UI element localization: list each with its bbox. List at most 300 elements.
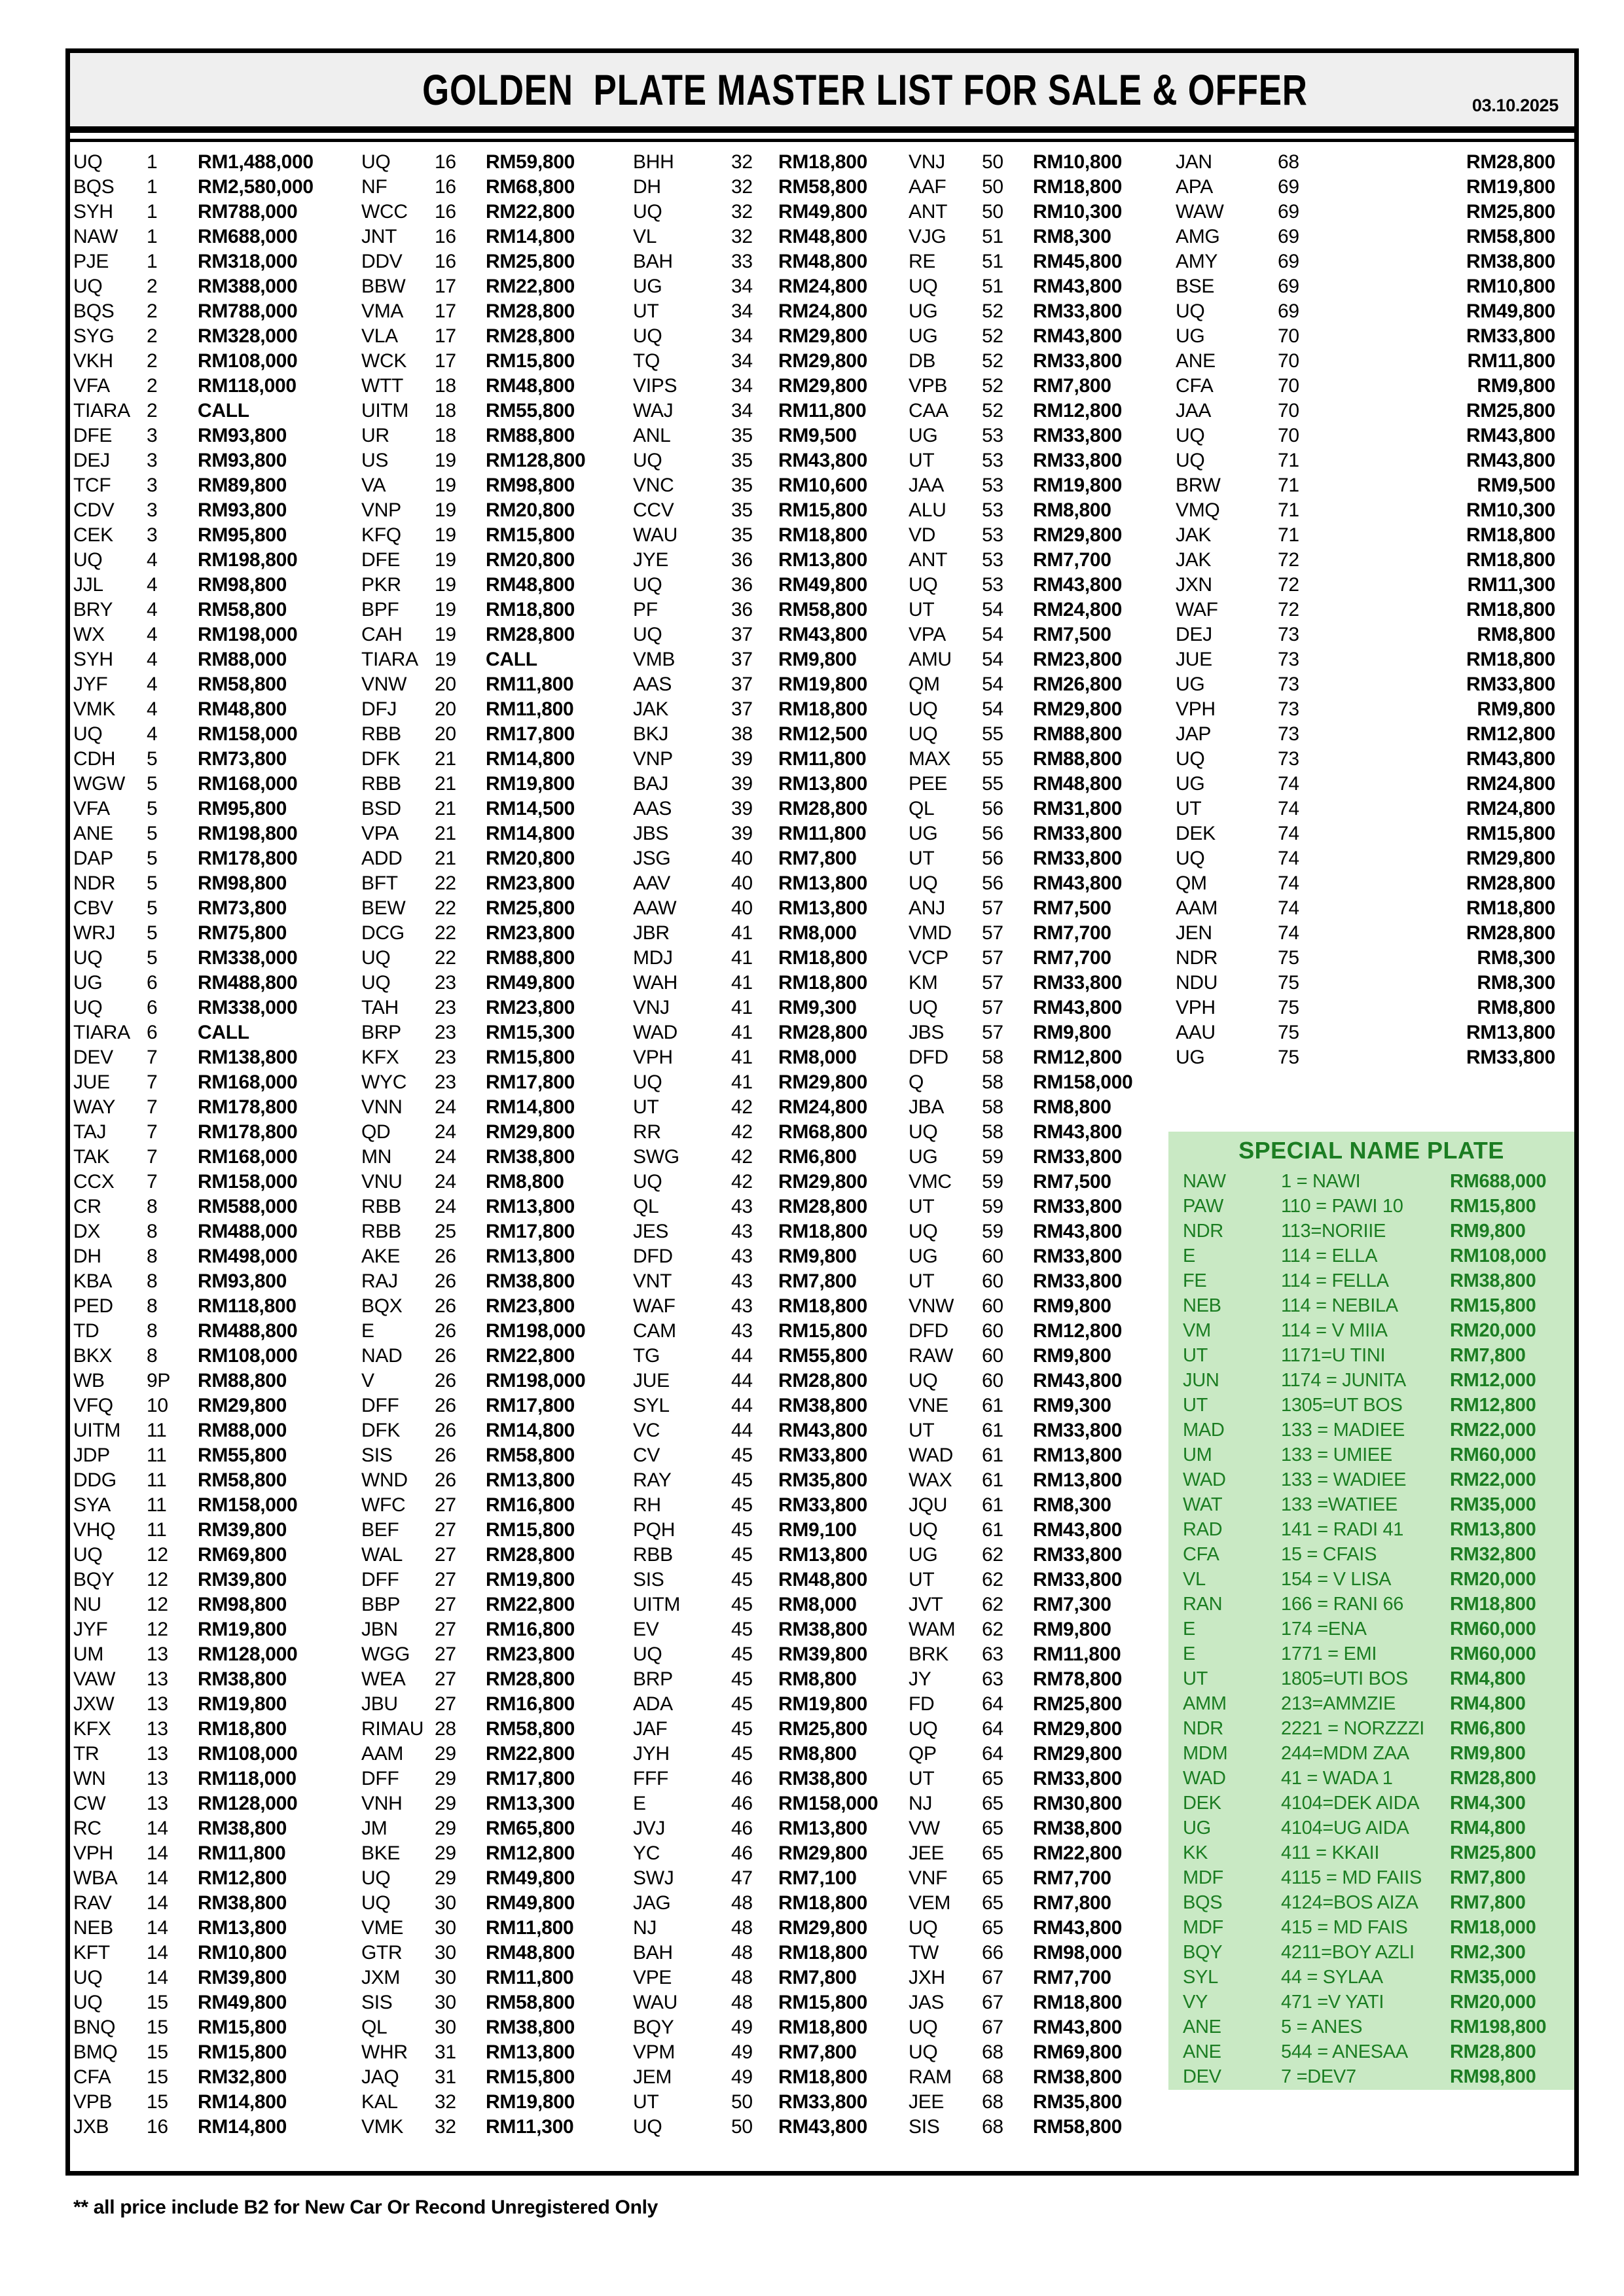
plate-price: RM15,800 [778,1992,868,2013]
plate-prefix: BBW [361,276,406,297]
plate-number: 8 [147,1320,158,1342]
plate-row [361,1219,631,1244]
plate-number: 39 [731,748,753,770]
plate-number: 42 [731,1121,753,1143]
plate-price: RM498,000 [198,1246,298,1267]
plate-price: RM22,800 [1033,1842,1123,1864]
plate-row [633,150,908,175]
plate-row [73,1319,359,1344]
plate-price: RM28,800 [778,1370,868,1391]
plate-number: 53 [982,574,1003,596]
plate-row [73,1095,359,1120]
plate-row [633,996,908,1020]
plate-row [73,523,359,548]
plate-price: RM11,800 [1033,1643,1121,1665]
plate-number: 65 [982,1818,1003,1839]
plate-number: 59 [982,1196,1003,1217]
plate-row [1176,996,1555,1020]
plate-price: RM58,800 [198,599,287,620]
plate-row [361,1344,631,1369]
plate-prefix: UT [633,2091,659,2113]
special-plate-prefix: NAW [1183,1170,1226,1192]
plate-price: RM33,800 [778,1444,868,1466]
special-plate-price: RM35,000 [1450,1966,1536,1988]
plate-price: RM14,800 [486,226,575,247]
plate-row [73,1418,359,1443]
plate-prefix: SYG [73,325,115,347]
plate-number: 20 [435,673,456,695]
plate-prefix: JVT [909,1594,943,1615]
special-plate-row [1168,1268,1574,1293]
plate-row [633,1393,908,1418]
plate-price: RM58,800 [486,1992,575,2013]
plate-prefix: VHQ [73,1519,116,1541]
plate-prefix: KAL [361,2091,398,2113]
plate-prefix: ADA [633,1693,673,1715]
plate-number: 58 [982,1121,1003,1143]
plate-prefix: JAA [1176,400,1212,422]
plate-price: RM93,800 [198,425,287,446]
plate-price: RM58,800 [778,599,868,620]
plate-price: RM24,800 [778,1096,868,1118]
plate-number: 60 [982,1246,1003,1267]
plate-prefix: UQ [633,1171,662,1193]
plate-price: RM33,800 [1033,1420,1123,1441]
plate-row [361,1294,631,1319]
plate-number: 70 [1278,350,1299,372]
special-plate-name: 471 =V YATI [1281,1991,1384,2013]
plate-price: RM11,800 [198,1842,286,1864]
plate-number: 54 [982,624,1003,645]
plate-prefix: DFF [361,1395,399,1416]
plate-row [361,1020,631,1045]
plate-price: RM35,800 [778,1469,868,1491]
plate-row [633,1791,908,1816]
plate-prefix: VNC [633,475,674,496]
plate-prefix: UQ [73,947,103,969]
plate-prefix: JBA [909,1096,945,1118]
plate-price: CALL [486,649,537,670]
plate-number: 31 [435,2041,456,2063]
plate-row [909,1443,1170,1468]
plate-number: 23 [435,972,456,994]
plate-row [73,1891,359,1916]
plate-number: 69 [1278,276,1299,297]
plate-prefix: UQ [909,2041,938,2063]
plate-number: 50 [731,2116,753,2138]
plate-prefix: WGG [361,1643,410,1665]
plate-price: RM168,000 [198,773,298,795]
plate-price: RM28,800 [486,1668,575,1690]
plate-row [361,1543,631,1568]
plate-number: 16 [147,2116,168,2138]
plate-number: 32 [731,151,753,173]
plate-price: RM38,800 [1466,251,1555,272]
plate-price: RM38,800 [486,1270,575,1292]
plate-price: RM33,800 [1033,823,1123,844]
plate-prefix: JYF [73,673,108,695]
plate-price: RM25,800 [1033,1693,1123,1715]
plate-price: RM93,800 [198,1270,287,1292]
plate-row [73,224,359,249]
plate-number: 71 [1278,524,1299,546]
special-plate-price: RM7,800 [1450,1892,1526,1913]
special-name-plate-list [1168,1169,1574,2089]
plate-prefix: Q [909,1071,924,1093]
special-plate-name: 5 = ANES [1281,2016,1363,2037]
plate-price: RM39,800 [778,1643,868,1665]
plate-row [633,224,908,249]
plate-prefix: BRK [909,1643,948,1665]
plate-price: RM688,000 [198,226,298,247]
special-plate-row [1168,1592,1574,1617]
plate-row [361,1443,631,1468]
plate-number: 61 [982,1420,1003,1441]
plate-prefix: BFT [361,872,398,894]
plate-prefix: CEK [73,524,113,546]
plate-price: RM10,300 [1466,499,1555,521]
plate-price: RM15,800 [486,1047,575,1068]
plate-row [909,946,1170,971]
plate-row [361,946,631,971]
plate-prefix: VW [909,1818,940,1839]
plate-number: 52 [982,325,1003,347]
plate-price: RM29,800 [1033,524,1123,546]
plate-price: RM7,700 [1033,947,1111,969]
plate-price: RM23,800 [1033,649,1123,670]
special-plate-name: 114 = NEBILA [1281,1295,1398,1316]
special-plate-row [1168,1467,1574,1492]
plate-number: 45 [731,1693,753,1715]
plate-row [361,1667,631,1692]
plate-price: RM49,800 [486,972,575,994]
plate-row [1176,523,1555,548]
plate-price: RM8,000 [778,1047,857,1068]
plate-price: RM39,800 [198,1569,287,1590]
plate-row [909,1891,1170,1916]
special-plate-name: 411 = KKAII [1281,1842,1380,1863]
plate-price: RM7,100 [778,1867,857,1889]
plate-prefix: RBB [361,1196,401,1217]
plate-prefix: JEE [909,1842,945,1864]
plate-prefix: SIS [361,1444,393,1466]
plate-number: 32 [435,2091,456,2113]
plate-number: 19 [435,499,456,521]
plate-prefix: UQ [633,1643,662,1665]
plate-row [633,2015,908,2040]
plate-row [73,548,359,573]
plate-number: 7 [147,1047,158,1068]
plate-prefix: WAM [909,1619,956,1640]
plate-prefix: WB [73,1370,105,1391]
plate-price: RM13,800 [486,2041,575,2063]
plate-row [633,1916,908,1941]
plate-row [73,1990,359,2015]
plate-number: 7 [147,1071,158,1093]
plate-row [633,722,908,747]
plate-number: 69 [1278,226,1299,247]
plate-row [909,1941,1170,1965]
plate-price: RM7,800 [778,848,857,869]
plate-price: RM16,800 [486,1619,575,1640]
plate-row [73,374,359,399]
plate-price: RM158,000 [778,1793,878,1814]
plate-prefix: VNU [361,1171,403,1193]
plate-number: 36 [731,574,753,596]
plate-row [1176,971,1555,996]
plate-row [909,175,1170,200]
plate-price: RM9,800 [1477,698,1555,720]
plate-row [73,249,359,274]
plate-prefix: BKJ [633,723,669,745]
plate-row [73,1269,359,1294]
plate-prefix: JEN [1176,922,1212,944]
plate-number: 44 [731,1395,753,1416]
plate-column-2 [361,150,631,2140]
plate-price: RM198,000 [486,1370,586,1391]
plate-prefix: VMQ [1176,499,1220,521]
special-plate-row [1168,1219,1574,1244]
plate-number: 16 [435,226,456,247]
plate-price: RM88,800 [198,1370,287,1391]
plate-price: RM43,800 [1033,2017,1123,2038]
plate-prefix: VMB [633,649,676,670]
plate-row [909,971,1170,996]
plate-price: RM9,500 [1477,475,1555,496]
plate-prefix: JAF [633,1718,668,1740]
plate-row [1176,399,1555,423]
plate-price: RM158,000 [198,723,298,745]
plate-number: 49 [731,2017,753,2038]
plate-prefix: BSE [1176,276,1215,297]
plate-row [1176,747,1555,772]
plate-row [633,1742,908,1767]
plate-prefix: DAP [73,848,113,869]
plate-number: 43 [731,1221,753,1242]
plate-price: RM8,300 [1033,1494,1111,1516]
plate-prefix: UT [909,1270,935,1292]
plate-row [909,523,1170,548]
special-plate-price: RM6,800 [1450,1717,1526,1739]
plate-price: RM30,800 [1033,1793,1123,1814]
plate-row [633,647,908,672]
plate-number: 71 [1278,450,1299,471]
plate-row [73,1543,359,1568]
special-plate-row [1168,1517,1574,1542]
plate-price: RM18,800 [778,1221,868,1242]
plate-number: 54 [982,649,1003,670]
plate-price: RM43,800 [778,624,868,645]
plate-price: RM7,700 [1033,549,1111,571]
plate-row [1176,896,1555,921]
plate-number: 5 [147,848,158,869]
plate-column-3 [633,150,908,2140]
plate-price: RM10,600 [778,475,868,496]
plate-number: 18 [435,375,456,397]
plate-price: RM23,800 [486,1643,575,1665]
special-plate-row [1168,2064,1574,2089]
plate-prefix: KFX [361,1047,399,1068]
plate-row [909,473,1170,498]
plate-row [909,1319,1170,1344]
plate-price: RM69,800 [1033,2041,1123,2063]
plate-number: 26 [435,1345,456,1367]
plate-row [909,871,1170,896]
plate-number: 54 [982,599,1003,620]
special-plate-price: RM60,000 [1450,1444,1536,1465]
plate-prefix: CCV [633,499,674,521]
plate-price: RM33,800 [1033,848,1123,869]
plate-number: 53 [982,499,1003,521]
plate-prefix: JNT [361,226,397,247]
plate-number: 57 [982,1022,1003,1043]
plate-prefix: VFA [73,375,110,397]
plate-number: 61 [982,1469,1003,1491]
special-plate-name: 110 = PAWI 10 [1281,1195,1403,1217]
plate-row [73,1045,359,1070]
special-plate-name: 1771 = EMI [1281,1643,1377,1664]
plate-price: RM8,800 [486,1171,564,1193]
plate-price: RM7,800 [778,1270,857,1292]
plate-number: 27 [435,1594,456,1615]
plate-prefix: VFQ [73,1395,113,1416]
plate-prefix: UQ [1176,425,1205,446]
plate-number: 73 [1278,698,1299,720]
plate-prefix: UQ [73,276,103,297]
plate-number: 66 [982,1942,1003,1964]
plate-number: 45 [731,1544,753,1566]
plate-number: 30 [435,1992,456,2013]
plate-price: RM11,300 [1467,574,1555,596]
plate-price: RM49,800 [198,1992,287,2013]
plate-row [909,200,1170,224]
plate-row [633,622,908,647]
plate-number: 7 [147,1171,158,1193]
special-plate-prefix: AMM [1183,1693,1227,1714]
plate-row [73,473,359,498]
special-plate-name: 4104=DEK AIDA [1281,1792,1420,1814]
plate-prefix: UT [909,1768,935,1789]
plate-row [73,647,359,672]
plate-prefix: VMK [361,2116,404,2138]
plate-prefix: WGW [73,773,126,795]
special-plate-row [1168,1418,1574,1443]
plate-row [909,1767,1170,1791]
plate-row [361,1866,631,1891]
plate-price: RM19,800 [198,1619,287,1640]
plate-number: 29 [435,1842,456,1864]
plate-number: 59 [982,1221,1003,1242]
plate-prefix: QM [1176,872,1207,894]
special-plate-price: RM12,000 [1450,1369,1536,1391]
plate-price: RM29,800 [778,350,868,372]
plate-row [361,1990,631,2015]
plate-number: 8 [147,1295,158,1317]
special-plate-price: RM28,800 [1450,1767,1536,1789]
plate-row [1176,274,1555,299]
plate-column-4 [909,150,1170,2140]
plate-row [361,1717,631,1742]
plate-prefix: JJL [73,574,103,596]
plate-prefix: MAX [909,748,951,770]
plate-row [1176,821,1555,846]
plate-price: RM93,800 [198,499,287,521]
plate-row [633,1767,908,1791]
plate-row [73,175,359,200]
special-plate-row [1168,1840,1574,1865]
plate-prefix: JAQ [361,2066,399,2088]
plate-prefix: UITM [633,1594,681,1615]
plate-price: RM88,000 [198,1420,287,1441]
plate-prefix: JXH [909,1967,945,1988]
plate-prefix: UQ [909,1370,938,1391]
plate-price: RM7,300 [1033,1594,1111,1615]
plate-prefix: WBA [73,1867,118,1889]
plate-prefix: FFF [633,1768,669,1789]
plate-row [909,2015,1170,2040]
plate-prefix: WX [73,624,105,645]
plate-price: RM9,300 [1033,1395,1111,1416]
plate-prefix: UG [909,1544,938,1566]
plate-number: 47 [731,1867,753,1889]
plate-row [633,1965,908,1990]
plate-number: 48 [731,1942,753,1964]
plate-number: 3 [147,499,158,521]
plate-row [909,896,1170,921]
plate-row [361,1941,631,1965]
plate-number: 44 [731,1345,753,1367]
special-plate-price: RM18,800 [1450,1593,1536,1615]
plate-number: 16 [435,151,456,173]
plate-row [73,573,359,598]
plate-prefix: UQ [361,1867,391,1889]
plate-number: 40 [731,848,753,869]
plate-prefix: VPE [633,1967,672,1988]
plate-price: RM128,000 [198,1643,298,1665]
plate-prefix: CBV [73,897,113,919]
plate-price: RM178,800 [198,848,298,869]
plate-number: 35 [731,450,753,471]
plate-prefix: VJG [909,226,947,247]
plate-price: RM7,700 [1033,1967,1111,1988]
plate-number: 62 [982,1569,1003,1590]
plate-prefix: UQ [361,1892,391,1914]
special-plate-prefix: MAD [1183,1419,1225,1441]
plate-price: RM18,800 [1466,649,1555,670]
special-plate-price: RM98,800 [1450,2066,1536,2087]
plate-row [73,797,359,821]
plate-price: RM25,800 [486,251,575,272]
plate-prefix: SYH [73,201,113,223]
plate-row [73,1369,359,1393]
plate-row [909,1070,1170,1095]
plate-row [633,498,908,523]
plate-number: 8 [147,1270,158,1292]
plate-row [909,2115,1170,2140]
plate-price: RM28,800 [778,1196,868,1217]
plate-row [361,548,631,573]
plate-number: 26 [435,1395,456,1416]
plate-prefix: BKE [361,1842,401,1864]
plate-prefix: UM [73,1643,104,1665]
special-plate-price: RM35,000 [1450,1494,1536,1515]
plate-price: RM15,800 [486,350,575,372]
plate-number: 30 [435,1917,456,1939]
plate-prefix: BAH [633,251,673,272]
plate-price: RM43,800 [1033,997,1123,1018]
plate-prefix: WFC [361,1494,406,1516]
plate-row [633,1493,908,1518]
